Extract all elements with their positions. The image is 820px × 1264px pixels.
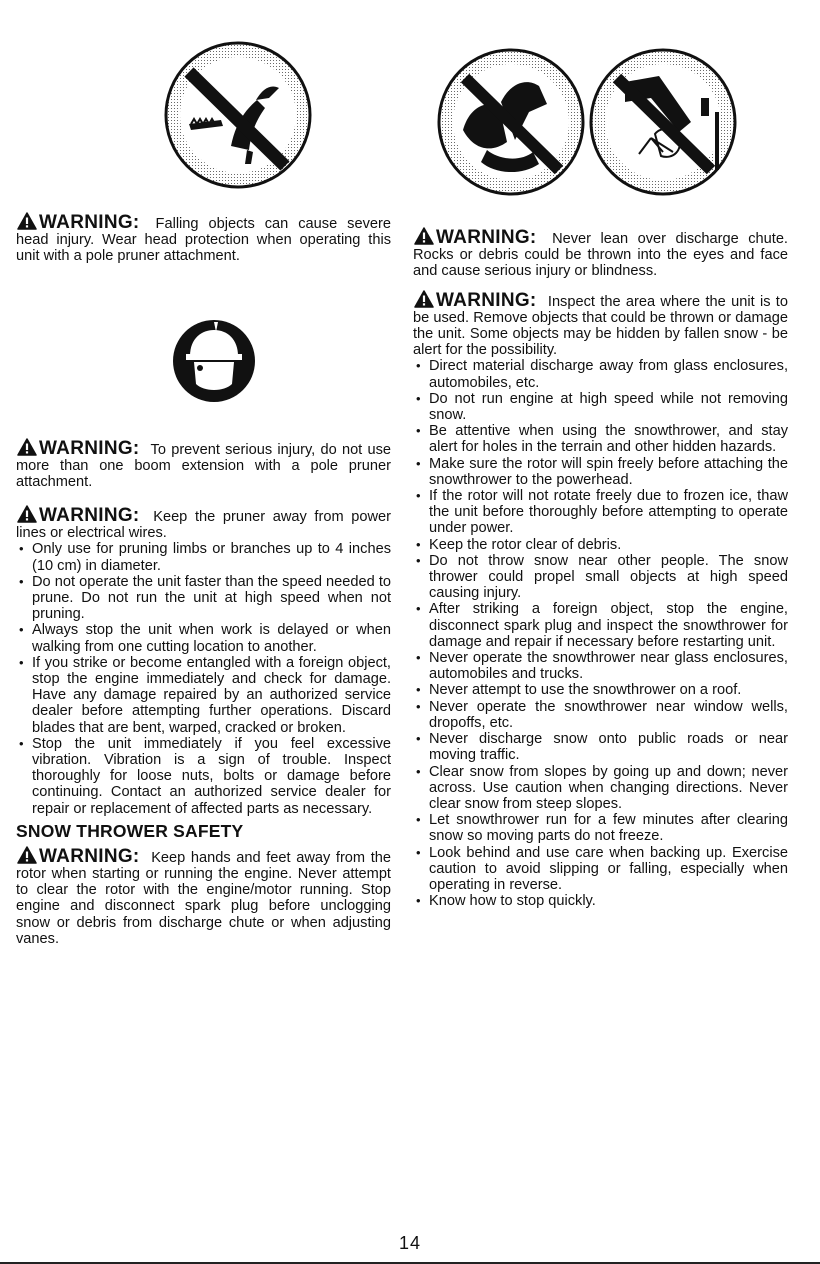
list-item: • Only use for pruning limbs or branches up to 4 inches (10 cm) in diameter. — [16, 541, 391, 573]
warning-triangle-icon — [16, 505, 38, 523]
list-item: • Never attempt to use the snowthrower on a roof. — [413, 682, 788, 698]
list-item: • Make sure the rotor will spin freely before attaching the snowthrower to the powerhead. — [413, 456, 788, 488]
warning-boom-extension — [16, 438, 391, 491]
warning-text: Falling objects can cause severe head injury. Wear head protection when operating this unit with a pole pruner attachment. — [16, 216, 391, 265]
list-item: • Do not throw snow near other people. The snow thrower could propel small objects at high speed causing injury. — [413, 553, 788, 602]
warning-text: Never lean over discharge chute. Rocks or debris could be thrown into the eyes and face and cause serious injury or blindness. — [413, 231, 788, 280]
warning-label: WARNING: — [436, 227, 537, 248]
section-heading: SNOW THROWER SAFETY — [16, 820, 244, 841]
warning-label: WARNING: — [39, 212, 140, 233]
list-item: • Be attentive when using the snowthrower, and stay alert for holes in the terrain and other hidden hazards. — [413, 423, 788, 455]
pruner-bullet-list — [16, 541, 391, 816]
warning-text: Keep the pruner away from power lines or electrical wires. — [16, 509, 391, 542]
list-item: • Keep the rotor clear of debris. — [413, 537, 788, 553]
list-item: • Do not operate the unit faster than the speed needed to prune. Do not run the unit at high speed when not pruning. — [16, 574, 391, 623]
warning-triangle-icon — [16, 212, 38, 230]
falling-object-prohibition-icon — [161, 38, 315, 192]
warning-discharge-chute — [413, 227, 788, 280]
warning-text: Keep hands and feet away from the rotor when starting or running the engine. Never attempt to clear the rotor with the engine/motor running. Stop engine and disconnect spark plug before unclogging snow or debris from discharge chute or when adjusting vanes. — [16, 849, 391, 947]
warning-triangle-icon — [413, 290, 435, 308]
warning-triangle-icon — [16, 846, 38, 864]
list-item: • Do not run engine at high speed while not removing snow. — [413, 391, 788, 423]
list-item: • Know how to stop quickly. — [413, 893, 788, 909]
snow-thrower-bullet-list — [413, 358, 788, 909]
warning-triangle-icon — [413, 227, 435, 245]
list-item: • Direct material discharge away from glass enclosures, automobiles, etc. — [413, 358, 788, 390]
pruner-safety-block — [16, 505, 391, 947]
right-text-block — [413, 227, 788, 909]
warning-power-lines — [16, 505, 391, 541]
list-item: • Clear snow from slopes by going up and down; never across. Use caution when changing directions. Never clear snow from steep slopes. — [413, 764, 788, 813]
list-item: • Always stop the unit when work is delayed or when walking from one cutting location to another. — [16, 622, 391, 654]
warning-text: To prevent serious injury, do not use more than one boom extension with a pole pruner attachment. — [16, 442, 392, 491]
warning-inspect-area — [413, 290, 788, 359]
lean-over-chute-prohibition-icon — [591, 50, 735, 194]
warning-pole-pruner-head — [16, 212, 391, 265]
warning-triangle-icon — [16, 438, 38, 456]
list-item: • Let snowthrower run for a few minutes after clearing snow so moving parts do not freeze. — [413, 812, 788, 844]
warning-hands-feet — [16, 846, 391, 947]
warning-label: WARNING: — [39, 845, 140, 867]
page-number: 14 — [398, 1233, 422, 1253]
list-item: • If the rotor will not rotate freely due to frozen ice, thaw the unit before thoroughly before attempting to operate under power. — [413, 488, 788, 537]
warning-text: Inspect the area where the unit is to be used. Remove objects that could be thrown or damage the unit. Some objects may be hidden by fallen snow - be alert for the possibility. — [413, 293, 788, 359]
warning-label: WARNING: — [39, 505, 140, 526]
list-item: • Never operate the snowthrower near glass enclosures, automobiles and trucks. — [413, 650, 788, 682]
list-item: • Stop the unit immediately if you feel excessive vibration. Vibration is a sign of trouble. Inspect thoroughly for loose nuts, bolts or damage before continuing. Contact an authorized service dealer for repair or replacement of affected parts as necessary. — [16, 736, 391, 817]
hands-feet-and-chute-prohibition-icons — [429, 42, 747, 200]
head-protection-icon — [172, 318, 256, 404]
hands-feet-rotor-prohibition-icon — [439, 50, 583, 194]
list-item: • Never discharge snow onto public roads or near moving traffic. — [413, 731, 788, 763]
warning-label: WARNING: — [436, 289, 537, 311]
list-item: • Never operate the snowthrower near window wells, dropoffs, etc. — [413, 699, 788, 731]
warning-label: WARNING: — [39, 438, 140, 459]
list-item: • Look behind and use care when backing up. Exercise caution to avoid slipping or falling, especially when operating in reverse. — [413, 845, 788, 894]
list-item: • After striking a foreign object, stop the engine, disconnect spark plug and inspect the snowthrower for damage and repair if necessary before restarting unit. — [413, 601, 788, 650]
list-item: • If you strike or become entangled with a foreign object, stop the engine immediately and check for damage. Have any damage repaired by an authorized service dealer before attempting further operations. Discard blades that are bent, warped, cracked or broken. — [16, 655, 391, 736]
